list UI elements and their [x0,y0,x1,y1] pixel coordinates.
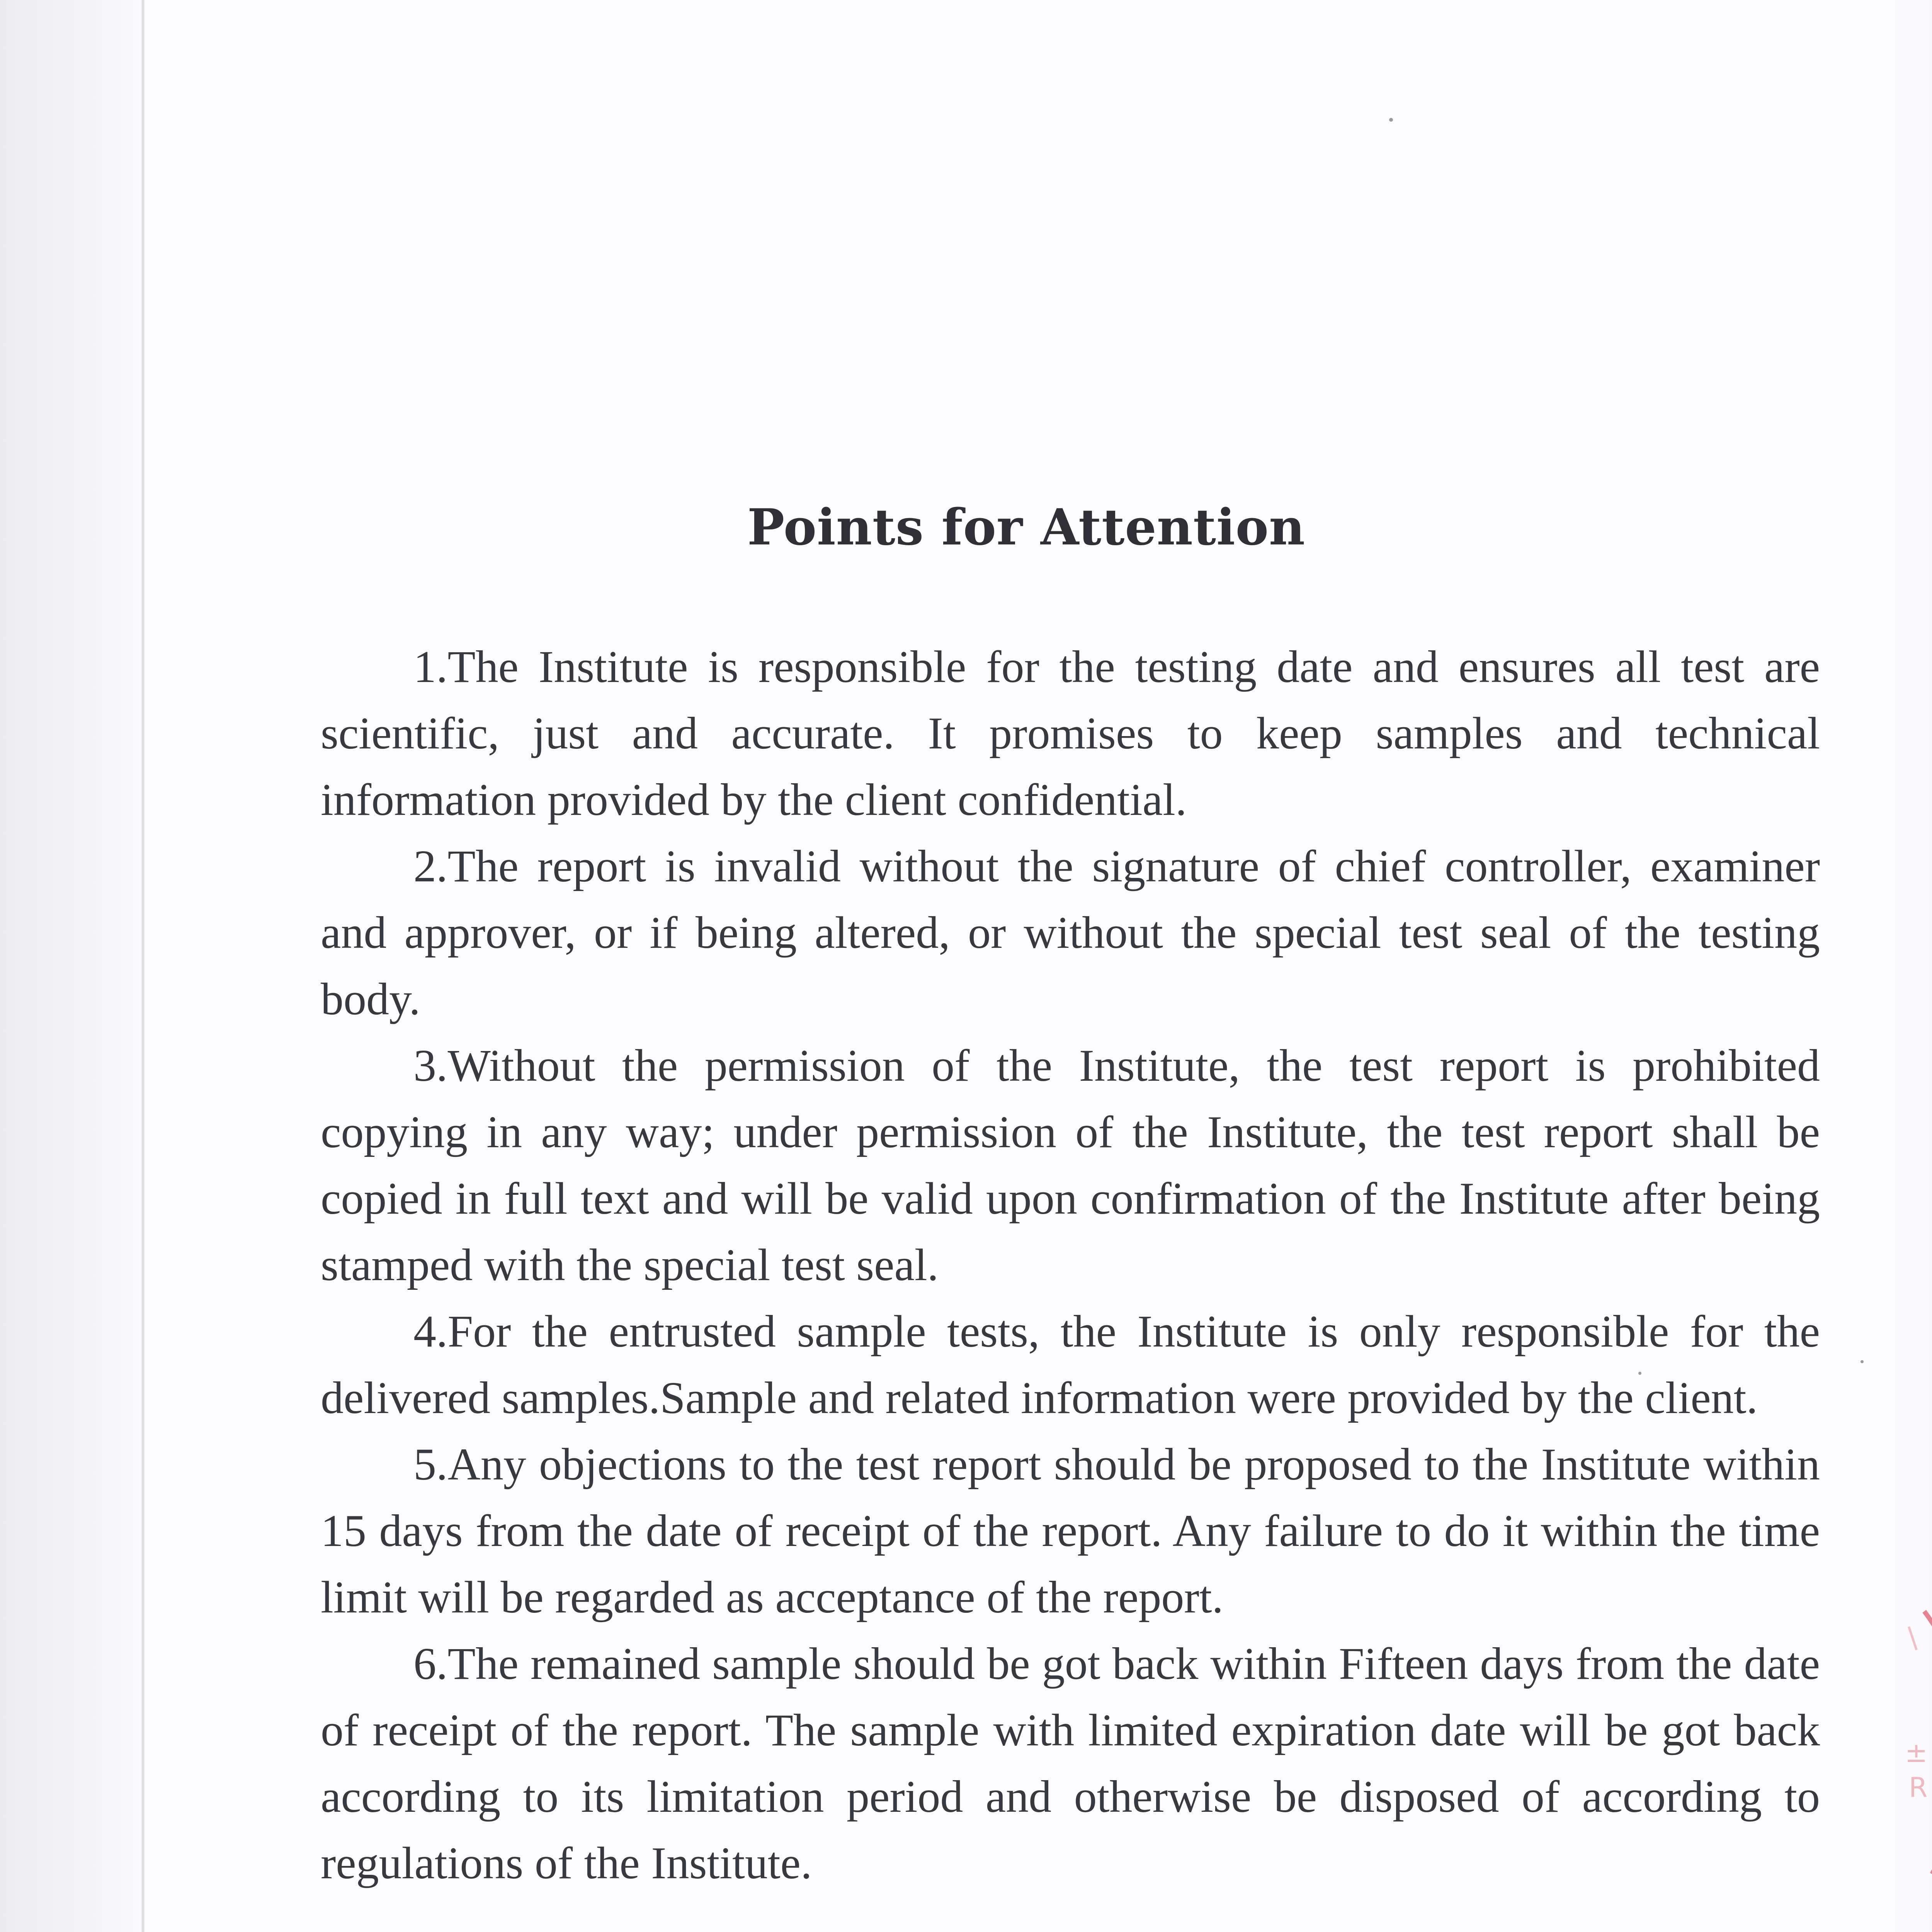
red-seal-stamp-fragment [1901,1604,1932,1882]
attention-point-2: 2.The report is invalid without the signature of chief controller, examiner and approver, or if being altered, or without the special test seal of the testing body. [321,841,1820,1024]
page-fold-line [141,0,145,1932]
svg-text:±: ± [1905,1737,1928,1769]
scan-speck [1389,118,1393,122]
attention-point-5: 5.Any objections to the test report should be proposed to the Institute within 15 days from the date of receipt of the report. Any failure to do it within the time limit will be regarded as acceptance of the report. [321,1439,1820,1622]
page-title: Points for Attention [747,498,1306,556]
scan-speck [1861,1360,1864,1363]
svg-text:R: R [1909,1772,1928,1803]
attention-point-3: 3.Without the permission of the Institute, the test report is prohibited copying in any way; under permission of the Institute, the test report shall be copied in full text and will be valid upon confirmation of the Institute after being stamped with the special test seal. [321,1040,1820,1290]
attention-point-6: 6.The remained sample should be got back within Fifteen days from the date of receipt of the report. The sample with limited expiration date will be got back according to its limitation period and otherwise be disposed of according to regulations of the Institute. [321,1638,1820,1888]
page-left-edge-shadow [0,0,147,1932]
attention-points-list [321,634,1820,1896]
attention-point-4: 4.For the entrusted sample tests, the Institute is only responsible for the delivered samples.Sample and related information were provided by the client. [321,1306,1820,1423]
attention-point-1: 1.The Institute is responsible for the testing date and ensures all test are scientific, just and accurate. It promises to keep samples and technical information provided by the client confidential. [321,641,1820,825]
